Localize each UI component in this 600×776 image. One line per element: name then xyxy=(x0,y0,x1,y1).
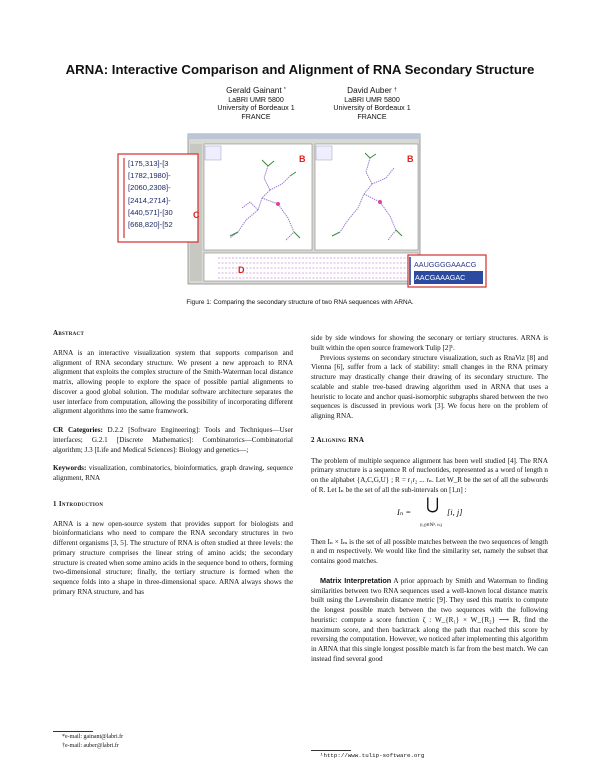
right-para-4: Then Iₙ × Iₘ is the set of all possible matches between the two sequences of length n and m respectively. We would like find the similarity set, namely the subset that contains good matches. xyxy=(311,537,548,565)
intro-text: ARNA is a new open-source system that provides support for biologists and bioinformaticians who need to compare the RNA secondary structures in two different organisms [3, 5]. The structure of RNA is often studied at three levels: the primary structure comprises the linear string of amino acids; the secondary structure is created when some amino acids in the sequence bond to others, forming two-dimensional structure; finally, the tertiary structure is formed when the sequence folds into a shape in three-dimensional space. ARNA always shows the primary RNA structure, and has xyxy=(53,519,293,596)
keywords-label: Keywords: xyxy=(53,464,87,473)
cr-label: CR Categories: xyxy=(53,426,103,434)
label-b-left: B xyxy=(299,154,306,164)
author-2-mark: † xyxy=(394,87,397,93)
author-2-name: David Auber xyxy=(347,86,392,95)
author-2-affil-2: University of Bordeaux 1 xyxy=(333,104,411,113)
author-2 xyxy=(312,87,432,121)
intro-heading: 1 Introduction xyxy=(53,499,104,508)
highlight-right xyxy=(378,200,382,204)
eq-union: ⋃ xyxy=(426,495,440,513)
footnote-email-2: †e-mail: auber@labri.fr xyxy=(62,743,119,749)
eq-rhs: [i, j] xyxy=(447,506,463,517)
author-1-mark: * xyxy=(283,87,286,93)
interval-item[interactable]: [2414,2714]- xyxy=(128,195,171,205)
cr-text: D.2.2 [Software Engineering]: Tools and Techniques—User interfaces; G.2.1 [Discrete Mathematics]: Combinatorics—Combinatorial algorithm; J.3 [Life and Medical Sciences]: Biology and genetics—; xyxy=(53,426,293,454)
section-2-heading: 2 Aligning RNA xyxy=(311,435,365,444)
keywords-text: visualization, combinatorics, bioinformatics, graph drawing, sequence alignment, RNA xyxy=(53,464,293,482)
abstract-text: ARNA is an interactive visualization system that supports comparison and alignment of RNA secondary structure. We present a new approach to RNA alignment that exploits the complex structure of the Smith-Waterman local distance matrix, allowing people to explore the space of possible partial alignments to discover a good global solution. The modular software architecture separates the user interface from computation, allowing the possibility of incorporating different alignment algorithms into the same framework. xyxy=(53,348,293,416)
interval-item[interactable]: [175,313]-[3 xyxy=(128,159,169,168)
label-c: C xyxy=(193,210,200,220)
author-1-affil-1: LaBRI UMR 5800 xyxy=(228,95,284,104)
author-1-affil-3: FRANCE xyxy=(241,112,271,121)
interval-item[interactable]: [1782,1980]- xyxy=(128,171,171,181)
footnote-url: ¹http://www.tulip-software.org xyxy=(320,752,425,759)
sequence-bottom: AACGAAAGAC xyxy=(414,271,483,284)
sequence-display xyxy=(414,258,483,284)
eq-lhs: Iₙ = xyxy=(397,506,412,517)
right-column xyxy=(311,334,548,665)
author-1 xyxy=(196,87,316,121)
paper-title: ARNA: Interactive Comparison and Alignment of RNA Secondary Structure xyxy=(65,62,535,77)
author-1-name: Gerald Gainant xyxy=(226,86,282,95)
interval-item[interactable]: [2060,2308]- xyxy=(128,183,171,193)
highlight-left xyxy=(276,202,280,206)
footnote-email-1: *e-mail: gainant@labri.fr xyxy=(62,734,124,740)
matrix-interp-text: A prior approach by Smith and Waterman to finding similarities between two RNA sequences used a well-known local distance matrix built using the Levenshein distance metric [9]. They used this matrix to compute the longest possible match between the two sequences with the following heuristic: compute a score function ζ : W_{R₁} × W_{R₂} ⟶ ℝ, find the maximum score, and then backtrack along the path that reached this score by reversing the computation. However, we noticed after implementing this algorithm in ARNA that this single longest possible match is far from the best match. We can instead find several good xyxy=(311,576,548,663)
thumb-right xyxy=(316,146,332,160)
author-1-affil-2: University of Bordeaux 1 xyxy=(217,104,295,113)
author-2-affil-3: FRANCE xyxy=(357,112,387,121)
right-para-2: Previous systems on secondary structure visualization, such as RnaViz [8] and Vienna [6], suffer from a lack of stability: small changes in the RNA primary structure may drastically change their drawing of its secondary structure. The scalable and stable tree-based drawing algorithm used in ARNA that uses a heuristic to locate and anchor quasi-isomorphic subgraphs shared between the two sequences is discussed in previous work [3]. We focus here on the problem of aligning RNA. xyxy=(311,353,548,420)
label-d: D xyxy=(238,265,245,275)
matrix-panel xyxy=(204,253,418,281)
left-column xyxy=(53,329,293,598)
eq-subscript: (i,j)∈ℕ², i≤j xyxy=(419,521,443,527)
author-2-affil-1: LaBRI UMR 5800 xyxy=(344,95,400,104)
thumb-left xyxy=(205,146,221,160)
label-b-right: B xyxy=(407,154,414,164)
right-para-1: side by side windows for showing the seconary or tertiary structures. ARNA is built within the open source framework Tulip [2]¹. xyxy=(311,334,548,352)
footnote-rule-right xyxy=(311,750,351,751)
equation xyxy=(311,495,548,536)
footnote-rule-left xyxy=(53,731,93,732)
figure-caption: Figure 1: Comparing the secondary structure of two RNA sequences with ARNA. xyxy=(186,299,414,306)
interval-list xyxy=(128,158,173,231)
abstract-heading: Abstract xyxy=(53,329,85,337)
matrix-interp-label: Matrix Interpretation xyxy=(320,575,392,585)
figure-1 xyxy=(118,132,486,292)
app-titlebar xyxy=(188,134,420,139)
sequence-top: AAUGGGGAAACG xyxy=(414,260,477,269)
right-para-3: The problem of multiple sequence alignment has been well studied [4]. The RNA primary structure is a sequence R of nucleotides, represented as a word of length n on the alphabet {A,C,G,U} ; R = r₁r₂ ... rₙ. Let W_R be the set of all the subwords of R. Let Iₙ be the set of all the sub-intervals on [1,n] : xyxy=(311,456,548,494)
interval-item[interactable]: [440,571]-[30 xyxy=(128,207,173,217)
interval-item[interactable]: [668,820]-[52 xyxy=(128,220,173,230)
